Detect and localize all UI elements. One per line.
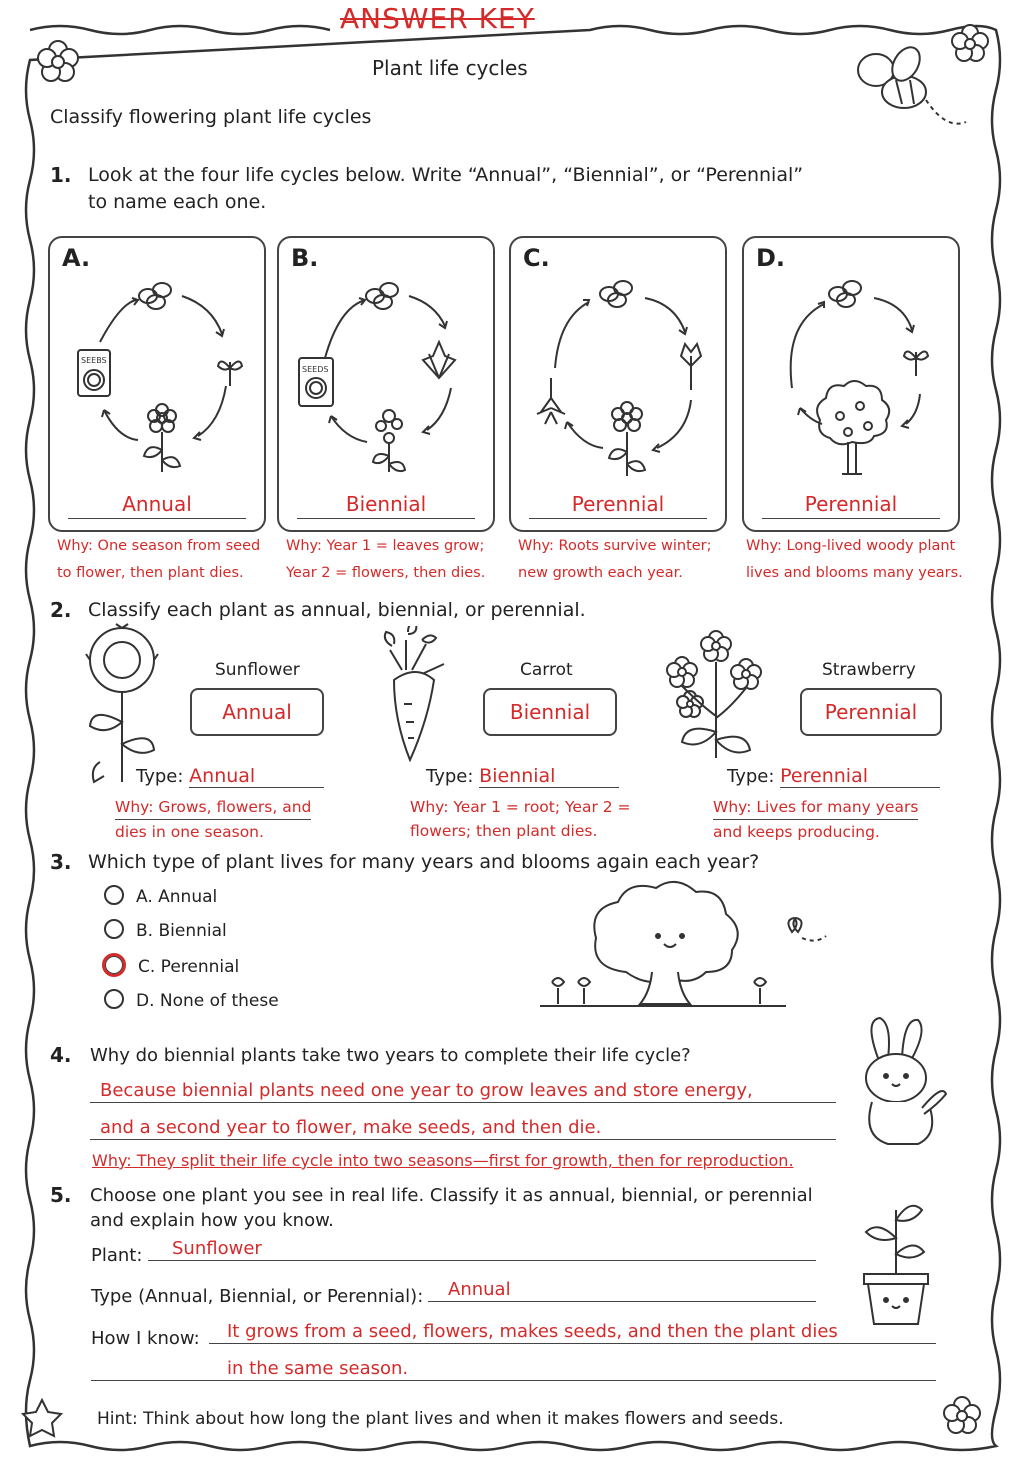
lifecycle-diagram-annual	[50, 238, 264, 488]
carrot-icon	[370, 626, 460, 762]
q2-text: Classify each plant as annual, biennial, or perennial.	[88, 599, 586, 621]
plant-why-sunflower: Why: Grows, flowers, and dies in one season.	[115, 795, 311, 844]
card-answer: Annual	[68, 492, 246, 519]
q5-how-label: How I know:	[91, 1328, 200, 1349]
q5-number: 5.	[50, 1183, 72, 1207]
plant-type-carrot: Type: Biennial	[426, 765, 619, 788]
lifecycle-card-c	[509, 236, 727, 532]
plant-answer-box-strawberry: Perennial	[800, 688, 942, 736]
q3-option-d[interactable]: D. None of these	[104, 991, 279, 1011]
q4-text: Why do biennial plants take two years to complete their life cycle?	[90, 1045, 691, 1066]
card-answer: Biennial	[297, 492, 475, 519]
happy-tree-icon	[536, 880, 866, 1012]
q3-number: 3.	[50, 850, 72, 874]
radio-button[interactable]	[104, 919, 124, 939]
plant-name-carrot: Carrot	[520, 660, 573, 680]
plant-name-sunflower: Sunflower	[215, 660, 300, 680]
card-letter: B.	[291, 244, 319, 272]
card-letter: A.	[62, 244, 91, 272]
q3-option-b[interactable]: B. Biennial	[104, 921, 227, 941]
plant-answer-box-carrot: Biennial	[483, 688, 617, 736]
lifecycle-diagram-perennial-roots	[511, 238, 725, 488]
lifecycle-card-d	[742, 236, 960, 532]
plant-why-strawberry: Why: Lives for many years and keeps producing.	[713, 795, 918, 844]
lifecycle-card-b	[277, 236, 495, 532]
lifecycle-diagram-biennial	[279, 238, 493, 488]
q3-text: Which type of plant lives for many years and blooms again each year?	[88, 851, 760, 873]
lifecycle-card-a	[48, 236, 266, 532]
q3-option-a[interactable]: A. Annual	[104, 887, 217, 907]
q4-why: Why: They split their life cycle into two seasons—first for growth, then for reproduction.	[92, 1151, 794, 1170]
card-answer: Perennial	[762, 492, 940, 519]
potted-plant-icon	[856, 1196, 936, 1328]
hint-text: Hint: Think about how long the plant lives and when it makes flowers and seeds.	[97, 1409, 784, 1429]
answer-key-heading: ANSWER KEY	[340, 2, 535, 35]
q5-text-line2: and explain how you know.	[90, 1210, 334, 1231]
q5-how-field-line2[interactable]: in the same season.	[91, 1358, 936, 1381]
q4-number: 4.	[50, 1043, 72, 1067]
q1-text-line1: Look at the four life cycles below. Write “Annual”, “Biennial”, or “Perennial”	[88, 164, 804, 186]
card-d-why: Why: Long-lived woody plant lives and blooms many years.	[746, 538, 963, 581]
radio-button[interactable]	[104, 989, 124, 1009]
card-letter: D.	[756, 244, 786, 272]
page-subtitle: Classify flowering plant life cycles	[50, 106, 372, 128]
card-letter: C.	[523, 244, 550, 272]
card-answer: Perennial	[529, 492, 707, 519]
q3-option-c[interactable]: C. Perennial	[102, 955, 239, 979]
card-c-why: Why: Roots survive winter; new growth each year.	[518, 538, 712, 581]
q5-text-line1: Choose one plant you see in real life. Classify it as annual, biennial, or perennial	[90, 1185, 813, 1206]
q4-answer-line1: Because biennial plants need one year to grow leaves and store energy,	[90, 1080, 836, 1103]
card-b-why: Why: Year 1 = leaves grow; Year 2 = flowers, then dies.	[286, 538, 486, 581]
strawberry-plant-icon	[658, 628, 778, 760]
bee-icon	[858, 42, 966, 123]
q5-how-field-line1[interactable]: It grows from a seed, flowers, makes seeds, and then the plant dies	[209, 1321, 936, 1344]
radio-button-selected[interactable]	[102, 953, 126, 977]
plant-name-strawberry: Strawberry	[822, 660, 916, 680]
seed-packet-label: SEEBS	[81, 356, 107, 365]
lifecycle-diagram-perennial-tree	[744, 238, 958, 488]
q5-plant-label: Plant:	[91, 1245, 143, 1266]
plant-type-sunflower: Type: Annual	[136, 765, 324, 788]
plant-type-strawberry: Type: Perennial	[727, 765, 940, 788]
q5-plant-field[interactable]: Sunflower	[148, 1238, 816, 1261]
bunny-icon	[852, 1016, 948, 1148]
seed-packet-label: SEEDS	[302, 365, 329, 374]
q5-type-label: Type (Annual, Biennial, or Perennial):	[91, 1286, 424, 1307]
radio-button[interactable]	[104, 885, 124, 905]
q4-answer-line2: and a second year to flower, make seeds, and then die.	[90, 1117, 836, 1140]
plant-answer-box-sunflower: Annual	[190, 688, 324, 736]
plant-why-carrot: Why: Year 1 = root; Year 2 = flowers; then plant dies.	[410, 798, 631, 840]
q1-number: 1.	[50, 163, 72, 187]
q2-number: 2.	[50, 598, 72, 622]
q1-text-line2: to name each one.	[88, 191, 267, 213]
card-a-why: Why: One season from seed to flower, then plant dies.	[57, 538, 261, 581]
q5-type-field[interactable]: Annual	[428, 1279, 816, 1302]
page-title: Plant life cycles	[372, 56, 528, 80]
